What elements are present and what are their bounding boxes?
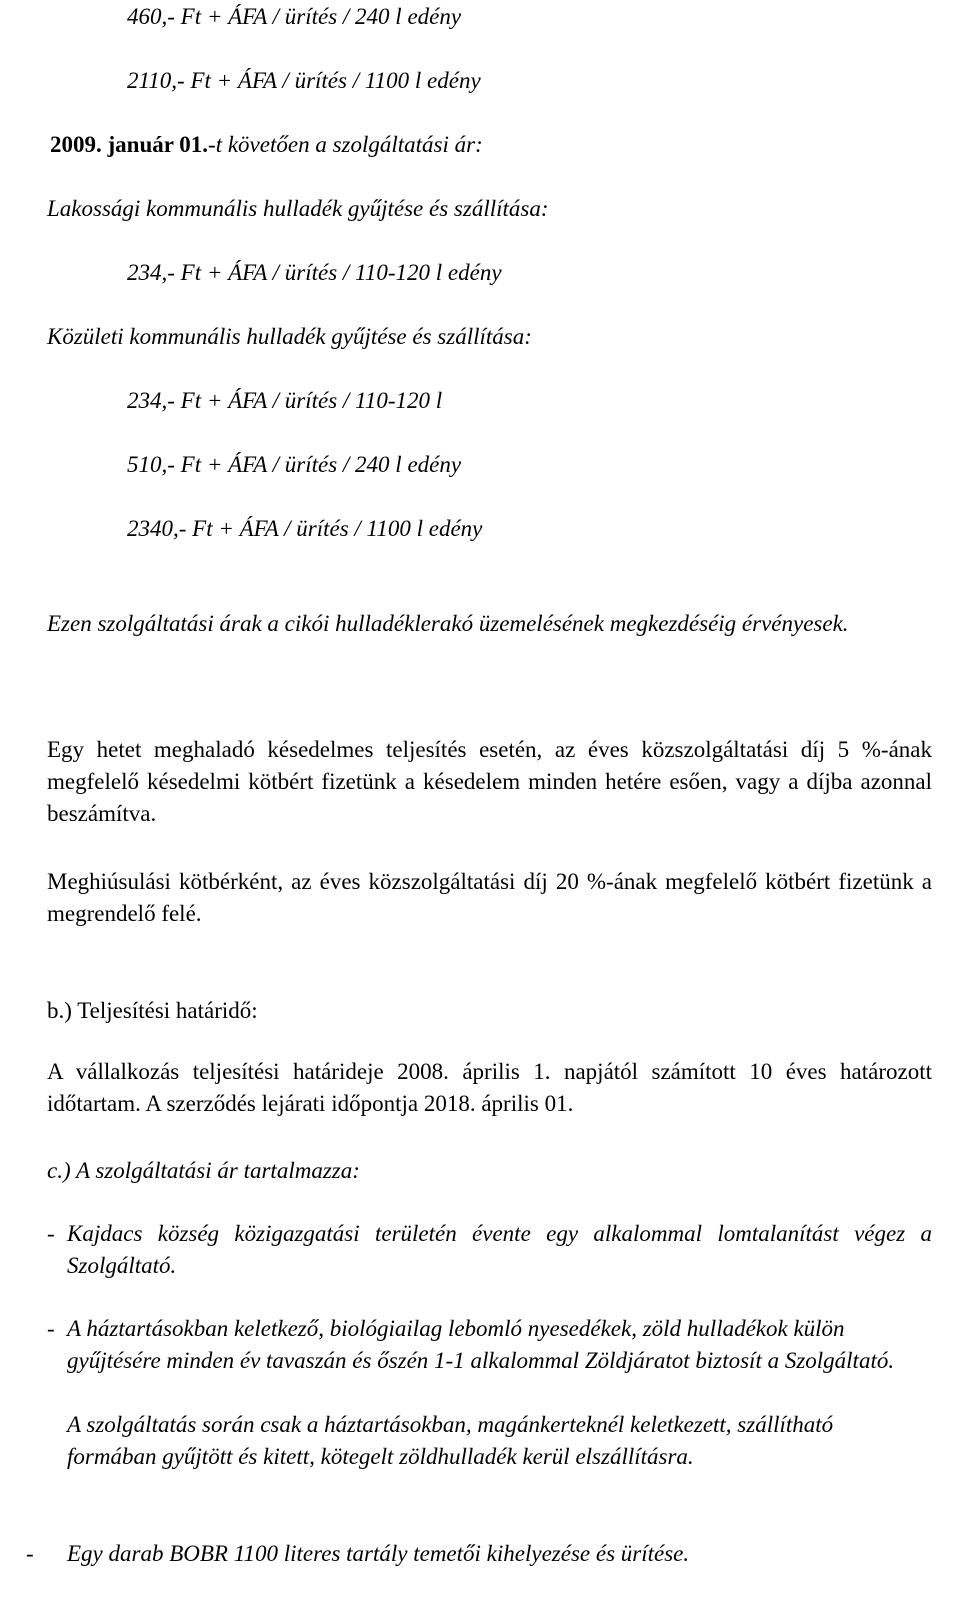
public-price-1: 234,- Ft + ÁFA / ürítés / 110-120 l bbox=[127, 388, 443, 413]
heading-rest: -t követően a szolgáltatási ár: bbox=[208, 132, 483, 157]
public-title: Közületi kommunális hulladék gyűjtése és szállítása: bbox=[47, 324, 532, 349]
section-b-text: A vállalkozás teljesítési határideje 2008. április 1. napjától számított 10 éves határozott időtartam. A szerződés lejárati időpontja 2018. április 01. bbox=[47, 1059, 932, 1116]
item-2-text: A háztartásokban keletkező, biológiailag lebomló nyesedékek, zöld hulladékok külön gyűjtésére minden év tavaszán és őszén 1-1 alkalommal Zöldjáratot biztosít a Szolgáltató. bbox=[67, 1316, 895, 1373]
item-1-dash: - bbox=[47, 1221, 55, 1246]
after-2009-heading bbox=[50, 131, 483, 159]
price-line-1100: 2110,- Ft + ÁFA / ürítés / 1100 l edény bbox=[127, 68, 481, 93]
residential-title: Lakossági kommunális hulladék gyűjtése és szállítása: bbox=[47, 196, 549, 221]
public-price-2: 510,- Ft + ÁFA / ürítés / 240 l edény bbox=[127, 452, 462, 477]
item-3-dash: - bbox=[26, 1541, 34, 1566]
section-c-heading: c.) A szolgáltatási ár tartalmazza: bbox=[47, 1158, 360, 1183]
item-1-text: Kajdacs község közigazgatási területén évente egy alkalommal lomtalanítást végez a Szolgáltató. bbox=[67, 1221, 932, 1278]
item-2-dash: - bbox=[47, 1316, 55, 1341]
delay-penalty-paragraph: Egy hetet meghaladó késedelmes teljesítés esetén, az éves közszolgáltatási díj 5 %-ának megfelelő késedelmi kötbért fizetünk a késedelem minden hetére esően, vagy a díjba azonnal beszámítva. bbox=[47, 737, 932, 826]
price-line-240: 460,- Ft + ÁFA / ürítés / 240 l edény bbox=[127, 4, 462, 29]
public-price-3: 2340,- Ft + ÁFA / ürítés / 1100 l edény bbox=[127, 516, 483, 541]
heading-date: 2009. január 01. bbox=[50, 132, 209, 157]
failure-penalty-paragraph: Meghiúsulási kötbérként, az éves közszolgáltatási díj 20 %-ának megfelelő kötbért fizetünk a megrendelő felé. bbox=[47, 869, 932, 926]
section-b-heading: b.) Teljesítési határidő: bbox=[47, 998, 258, 1023]
item-2-extra: A szolgáltatás során csak a háztartásokban, magánkerteknél keletkezett, szállítható formában gyűjtött és kitett, kötegelt zöldhulladék kerül elszállításra. bbox=[67, 1412, 834, 1469]
residential-price: 234,- Ft + ÁFA / ürítés / 110-120 l edény bbox=[127, 260, 502, 285]
validity-note: Ezen szolgáltatási árak a cikói hulladéklerakó üzemelésének megkezdéséig érvényesek. bbox=[47, 611, 849, 636]
item-3-text: Egy darab BOBR 1100 literes tartály temetői kihelyezése és ürítése. bbox=[67, 1541, 690, 1566]
